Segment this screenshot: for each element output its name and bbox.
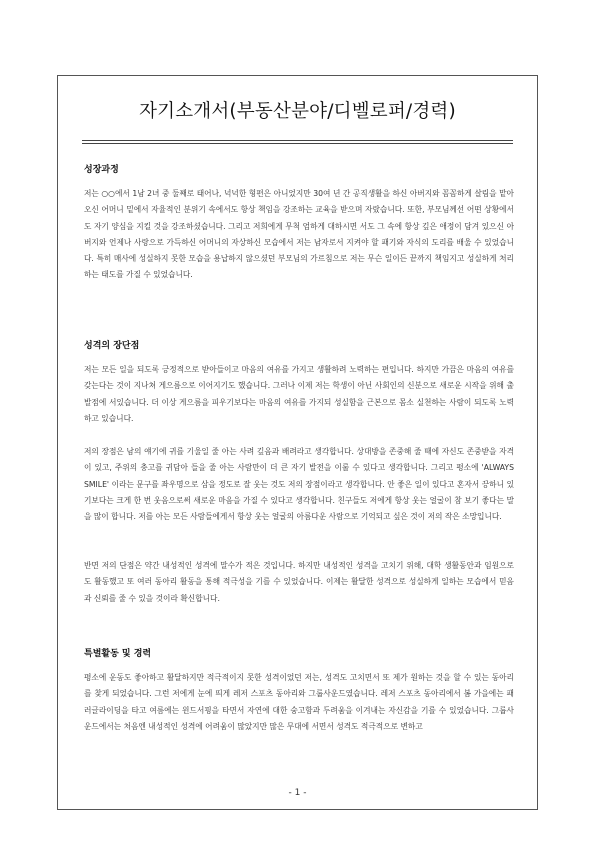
section-paragraph-growth: 저는 ○○에서 1남 2녀 중 둘째로 태어나, 넉넉한 형편은 아니었지만 30여 년 간 공직생활을 하신 아버지와 꼼꼼하게 살림을 맡아 오신 어머니 밑에서 자율적인 분위기 속에서도 항상 책임을 강조하는 교육을 받으며 자랐습니다. 또한, 부모님께선 어떤 상황에서도 자기 양심을 지킬 것을 강조하셨습니다. 그리고 저희에게 무척 엄하게 대하시면 서도 그 속에 항상 깊은 애정이 담겨 있으신 아버지와 언제나 사랑으로 가득하신 어머니의 자상하신 모습에서 저는 남자로서 지켜야 할 패기와 자식의 도리를 배울 수 있었습니다. 특히 매사에 성실하지 못한 모습을 용납하지 않으셨던 부모님의 가르침으로 저는 무슨 일이든 끝까지 책임지고 성실하게 처리하는 태도를 가질 수 있었습니다. — [84, 189, 514, 280]
section-heading-activities: 특별활동 및 경력 — [84, 649, 152, 659]
section-paragraph-personality-2: 저의 장점은 남의 얘기에 귀를 기울일 줄 아는 사려 깊음과 배려라고 생각합니다. 상대방을 존중해 줄 때에 자신도 존중받을 자격이 있고, 주위의 충고를 귀담아 들을 줄 아는 사람만이 더 큰 자기 발전을 이룰 수 있다고 생각합니다. 그리고 평소에 'ALWAYS SMILE' 이라는 문구를 좌우명으로 삼을 정도로 잘 웃는 것도 저의 장점이라고 생각합니다. 안 좋은 일이 있다고 혼자서 끙하니 있기보다는 크게 한 번 웃음으로써 새로운 마음을 가질 수 있다고 생각합니다. 친구들도 저에게 항상 웃는 얼굴이 참 보기 좋다는 말을 많이 합니다. 저를 아는 모든 사람들에게서 항상 웃는 얼굴의 아름다운 사람으로 기억되고 싶은 것이 저의 작은 소망입니다. — [84, 447, 514, 522]
section-heading-growth: 성장과정 — [84, 165, 119, 175]
section-paragraph-personality-1: 저는 모든 일을 되도록 긍정적으로 받아들이고 마음의 여유를 가지고 생활하려 노력하는 편입니다. 하지만 가끔은 마음의 여유를 갖는다는 것이 지나쳐 게으름으로 이어지기도 했습니다. 그러나 이제 저는 학생이 아닌 사회인의 신분으로 새로운 시작을 위해 출발점에 서있습니다. 더 이상 게으름을 피우기보다는 마음의 여유를 가지되 성실함을 근본으로 몸소 실천하는 사람이 되도록 노력하고 있습니다. — [84, 365, 514, 423]
title-rule-top — [82, 140, 513, 141]
section-paragraph-activities: 평소에 운동도 좋아하고 활달하지만 적극적이지 못한 성격이었던 저는, 성격도 고치면서 또 제가 원하는 것을 할 수 있는 동아리를 찾게 되었습니다. 그런 저에게 눈에 띄게 레저 스포츠 동아리와 그룹사운드였습니다. 레저 스포츠 동아리에서 봄 가을에는 패러글라이딩을 타고 여름에는 윈드서핑을 타면서 자연에 대한 숭고함과 두려움을 이겨내는 자신감을 기를 수 있었습니다. 그룹사운드에서는 처음엔 내성적인 성격에 어려움이 많았지만 많은 무대에 서면서 성격도 적극적으로 변하고 — [84, 673, 514, 731]
section-paragraph-personality-3: 반면 저의 단점은 약간 내성적인 성격에 말수가 적은 것입니다. 하지만 내성적인 성격을 고치기 위해, 대학 생활동안과 임원으로도 활동했고 또 여러 동아리 활동을 통해 적극성을 기를 수 있었습니다. 이제는 활달한 성격으로 성실하게 일하는 모습에서 믿음과 신뢰를 줄 수 있을 것이라 확신합니다. — [84, 561, 514, 603]
title-rule-bottom — [82, 143, 513, 144]
document-title: 자기소개서(부동산분야/디벨로퍼/경력) — [139, 101, 456, 122]
page-number: - 1 - — [288, 788, 307, 798]
section-heading-personality: 성격의 장단점 — [84, 341, 140, 351]
